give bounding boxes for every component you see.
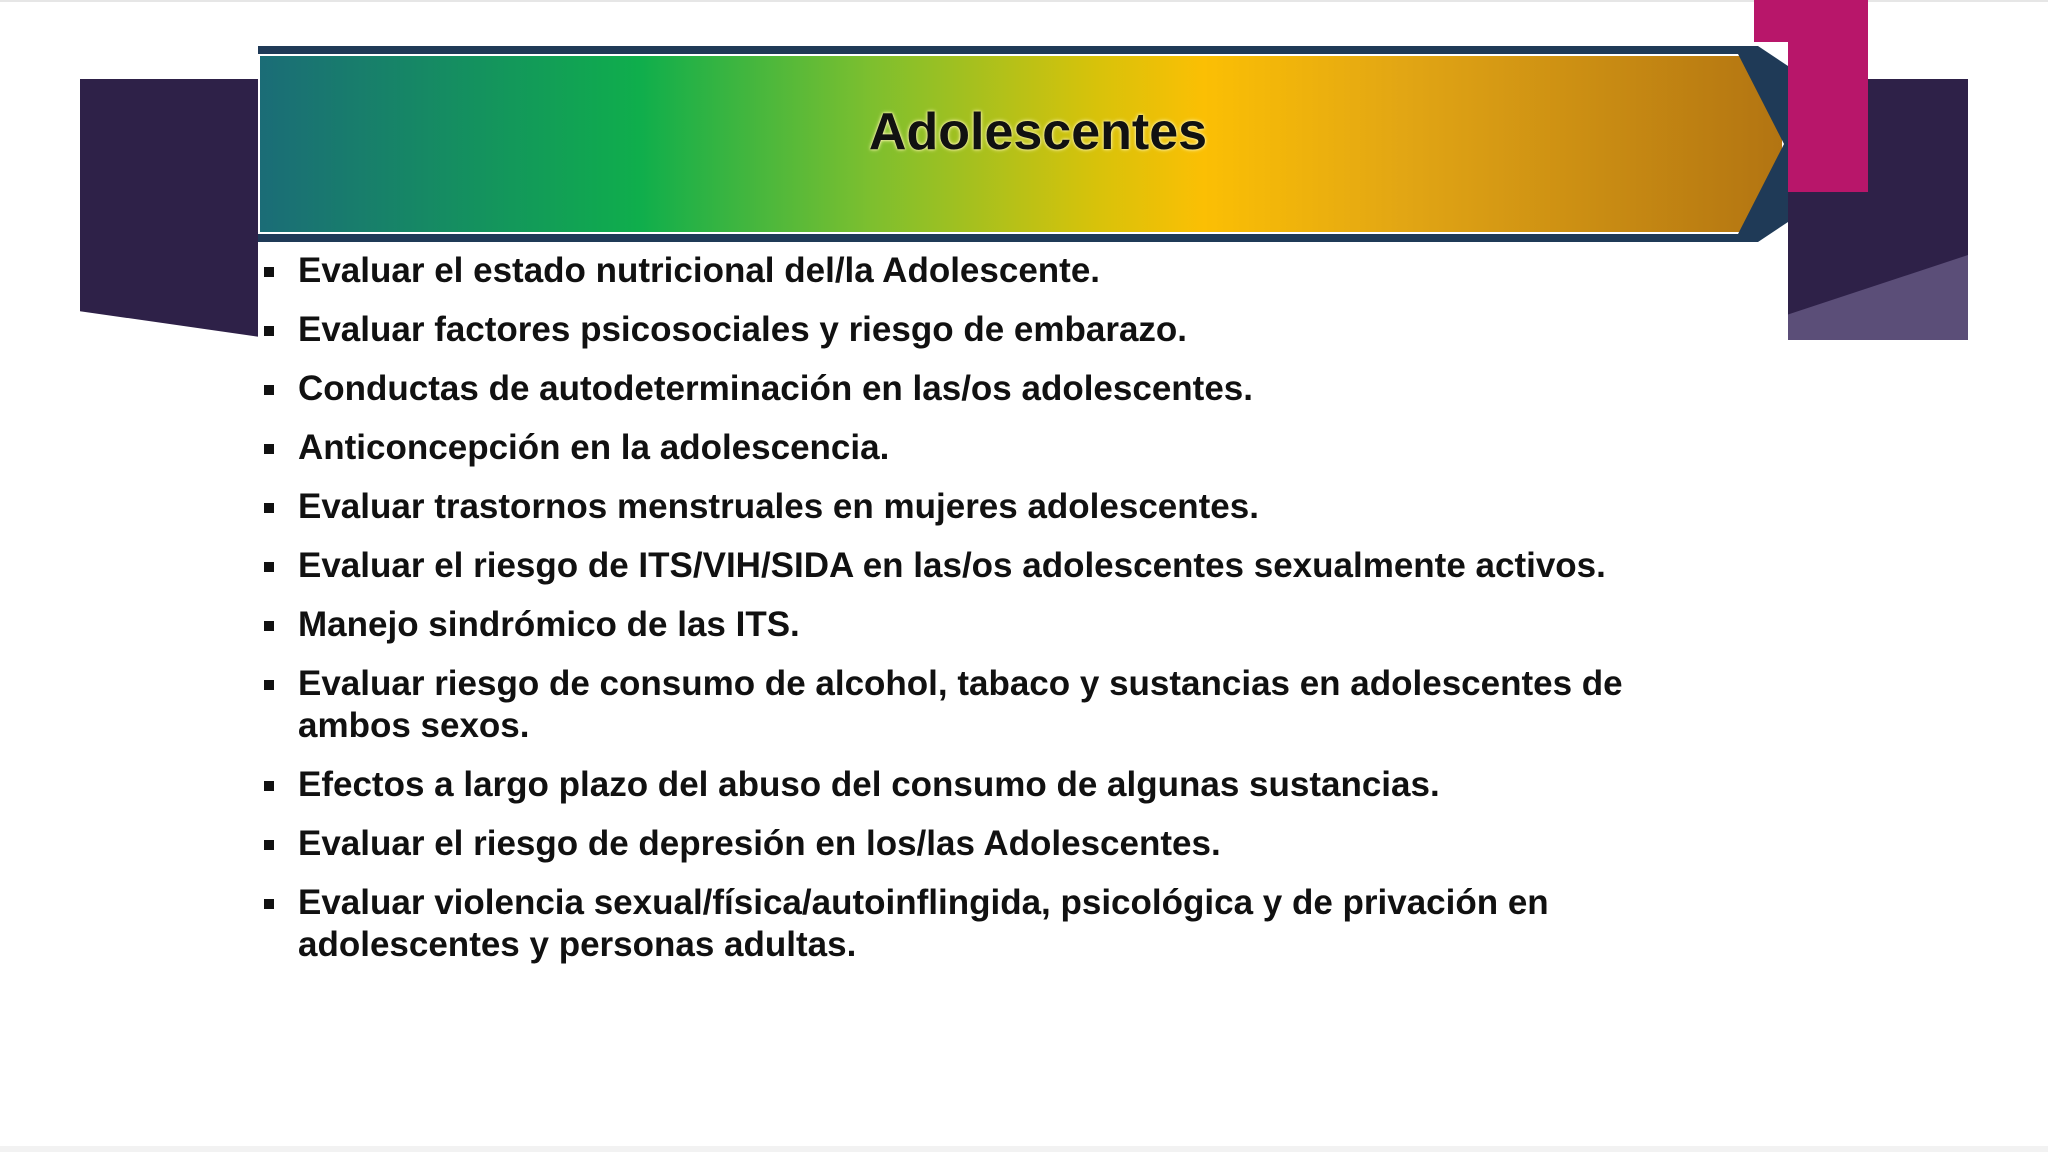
list-item-text: Evaluar factores psicosociales y riesgo de embarazo. [298,310,1188,349]
list-item-text: Conductas de autodeterminación en las/os adolescentes. [298,369,1253,408]
list-item-text: Manejo sindrómico de las ITS. [298,605,800,644]
list-item [258,663,1698,747]
list-item-text: Evaluar el riesgo de depresión en los/las Adolescentes. [298,824,1221,863]
topic-list [258,250,1698,983]
slide-content-image [258,42,1788,1054]
bullet-icon [264,621,274,631]
list-item [258,604,1698,646]
bullet-icon [264,562,274,572]
list-item [258,823,1698,865]
list-item [258,309,1698,351]
bullet-icon [264,899,274,909]
left-decoration-shape [80,79,260,337]
list-item [258,882,1698,966]
list-item-text: Evaluar trastornos menstruales en mujeres adolescentes. [298,487,1259,526]
bullet-icon [264,781,274,791]
list-item [258,368,1698,410]
bullet-icon [264,326,274,336]
top-divider [0,0,2048,2]
list-item-text: Evaluar el estado nutricional del/la Adolescente. [298,251,1101,290]
bullet-icon [264,680,274,690]
slide-title: Adolescentes [868,103,1208,161]
list-item [258,764,1698,806]
bullet-icon [264,503,274,513]
list-item [258,250,1698,292]
list-item-text: Evaluar riesgo de consumo de alcohol, tabaco y sustancias en adolescentes de ambos sexos. [298,664,1623,745]
bullet-icon [264,840,274,850]
bullet-icon [264,267,274,277]
list-item-text: Anticoncepción en la adolescencia. [298,428,890,467]
list-item [258,545,1698,587]
list-item [258,486,1698,528]
list-item-text: Evaluar violencia sexual/física/autoinflingida, psicológica y de privación en adolescentes y personas adultas. [298,883,1549,964]
bottom-divider [0,1146,2048,1152]
list-item-text: Efectos a largo plazo del abuso del consumo de algunas sustancias. [298,765,1440,804]
bullet-icon [264,444,274,454]
list-item-text: Evaluar el riesgo de ITS/VIH/SIDA en las/os adolescentes sexualmente activos. [298,546,1606,585]
list-item [258,427,1698,469]
bullet-icon [264,385,274,395]
